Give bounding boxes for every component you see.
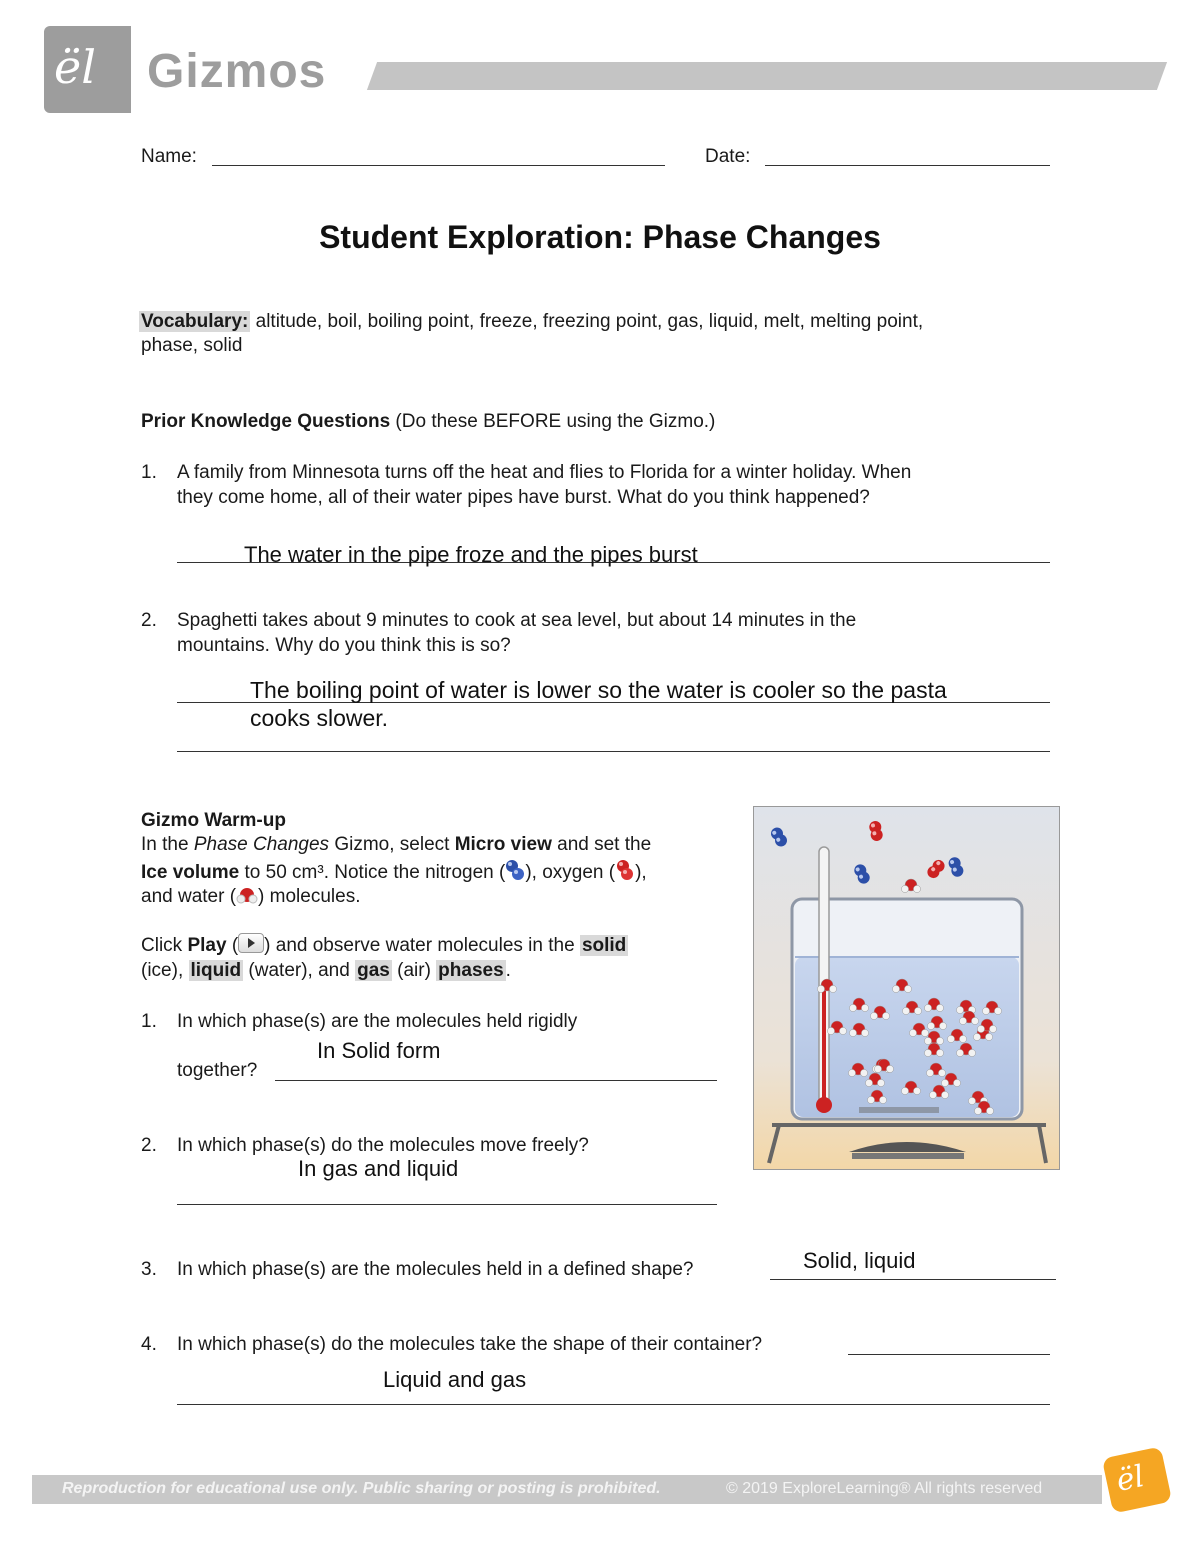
prior-q2-answer-line1: The boiling point of water is lower so the water is cooler so the pasta: [250, 677, 947, 703]
answer-line[interactable]: [177, 751, 1050, 752]
vocabulary-label: Vocabulary:: [141, 311, 249, 332]
question-text: In which phase(s) are the molecules held in a defined shape?: [177, 1259, 694, 1280]
text: ) and observe water molecules in the: [264, 935, 580, 956]
warmup-heading: Gizmo Warm-up: [141, 810, 286, 831]
warmup-q4-answer: Liquid and gas: [383, 1367, 527, 1392]
text: (ice),: [141, 960, 189, 981]
warmup-q4: [141, 1332, 762, 1357]
question-number: 2.: [141, 610, 157, 631]
beaker-scene: [754, 807, 1059, 1169]
prior-heading-label: Prior Knowledge Questions: [141, 411, 391, 432]
warmup-p1-line1: [141, 832, 651, 857]
warmup-q3: [141, 1257, 694, 1282]
text: ) molecules.: [258, 886, 361, 907]
date-field[interactable]: [705, 144, 750, 169]
warmup-q1: [141, 1009, 577, 1034]
answer-line[interactable]: [177, 1404, 1050, 1405]
play-term: Play: [187, 935, 227, 956]
warmup-q3-answer: Solid, liquid: [803, 1248, 916, 1273]
prior-q2-answer-line2: cooks slower.: [250, 705, 389, 731]
prior-q2: [141, 608, 856, 633]
warmup-q1-answer: In Solid form: [317, 1038, 441, 1063]
ice-volume-term: Ice volume: [141, 862, 240, 883]
footer-bar: [32, 1475, 1102, 1504]
solid-term: solid: [581, 935, 627, 956]
footer-copyright: © 2019 ExploreLearning® All rights reserved: [726, 1480, 1043, 1497]
warmup-q2-answer: In gas and liquid: [298, 1156, 459, 1181]
answer-line[interactable]: [848, 1354, 1050, 1355]
prior-knowledge-heading: [141, 409, 715, 434]
question-number: 1.: [141, 462, 157, 483]
prior-q1-line2: they come home, all of their water pipes have burst. What do you think happened?: [177, 487, 870, 508]
logo-mark: ël: [54, 40, 96, 94]
question-number: 2.: [141, 1135, 157, 1156]
question-text: Spaghetti takes about 9 minutes to cook at sea level, but about 14 minutes in the: [177, 610, 857, 631]
text: (water), and: [243, 960, 356, 981]
text: Click: [141, 935, 188, 956]
text: .: [505, 960, 511, 981]
question-number: 1.: [141, 1011, 157, 1032]
header-bar: [367, 62, 1167, 90]
text: and water (: [141, 886, 237, 907]
page-title: Student Exploration: Phase Changes: [319, 219, 881, 255]
name-label: Name:: [141, 146, 197, 167]
question-number: 4.: [141, 1334, 157, 1355]
answer-line[interactable]: [275, 1080, 717, 1081]
liquid-term: liquid: [190, 960, 242, 981]
text: and set the: [551, 834, 652, 855]
name-field[interactable]: [141, 144, 197, 169]
play-icon: [238, 933, 264, 953]
question-text: In which phase(s) do the molecules take the shape of their container?: [177, 1334, 763, 1355]
phases-term: phases: [438, 960, 504, 981]
warmup-p2-line2: [141, 958, 511, 983]
prior-q1: [141, 460, 911, 485]
logo-badge: [44, 26, 131, 113]
question-text: In which phase(s) are the molecules held rigidly: [177, 1011, 578, 1032]
text: to 50 cm³. Notice the nitrogen (: [239, 862, 506, 883]
answer-line[interactable]: [770, 1279, 1056, 1280]
warmup-p2-line1: [141, 933, 628, 958]
footer-notice: Reproduction for educational use only. Public sharing or posting is prohibited.: [62, 1480, 661, 1497]
question-text: In which phase(s) do the molecules move freely?: [177, 1135, 589, 1156]
brand-name: Gizmos: [147, 45, 327, 98]
prior-q1-answer: The water in the pipe froze and the pipes burst: [244, 542, 698, 567]
water-molecule-icon: [236, 885, 258, 912]
text: ),: [635, 862, 647, 883]
answer-line[interactable]: [177, 1204, 717, 1205]
phase-changes-illustration: [753, 806, 1060, 1170]
prior-heading-note: (Do these BEFORE using the Gizmo.): [390, 411, 716, 432]
vocabulary-line-1: [141, 309, 923, 334]
text: Gizmo, select: [329, 834, 455, 855]
text: (air): [391, 960, 437, 981]
footer-logo-badge: [1102, 1446, 1172, 1513]
date-line[interactable]: [765, 165, 1050, 166]
gizmo-name: Phase Changes: [193, 834, 330, 855]
nitrogen-molecule-icon: [505, 859, 525, 888]
warmup-q2: [141, 1133, 589, 1158]
question-number: 3.: [141, 1259, 157, 1280]
gas-term: gas: [357, 960, 390, 981]
footer-logo-mark: ël: [1113, 1458, 1148, 1499]
name-line[interactable]: [212, 165, 665, 166]
vocabulary-line-2: phase, solid: [141, 335, 243, 356]
micro-view-term: Micro view: [454, 834, 552, 855]
question-text: A family from Minnesota turns off the heat and flies to Florida for a winter holiday. When: [177, 462, 912, 483]
date-label: Date:: [705, 146, 751, 167]
prior-q2-line2: mountains. Why do you think this is so?: [177, 635, 511, 656]
text: In the: [141, 834, 194, 855]
vocabulary-terms: altitude, boil, boiling point, freeze, freezing point, gas, liquid, melt, melting point,: [250, 311, 924, 332]
oxygen-molecule-icon: [615, 859, 635, 888]
warmup-p1-line3: [141, 884, 360, 912]
text: ), oxygen (: [525, 862, 616, 883]
warmup-q1-line2: together?: [177, 1060, 258, 1081]
text: (: [226, 935, 239, 956]
